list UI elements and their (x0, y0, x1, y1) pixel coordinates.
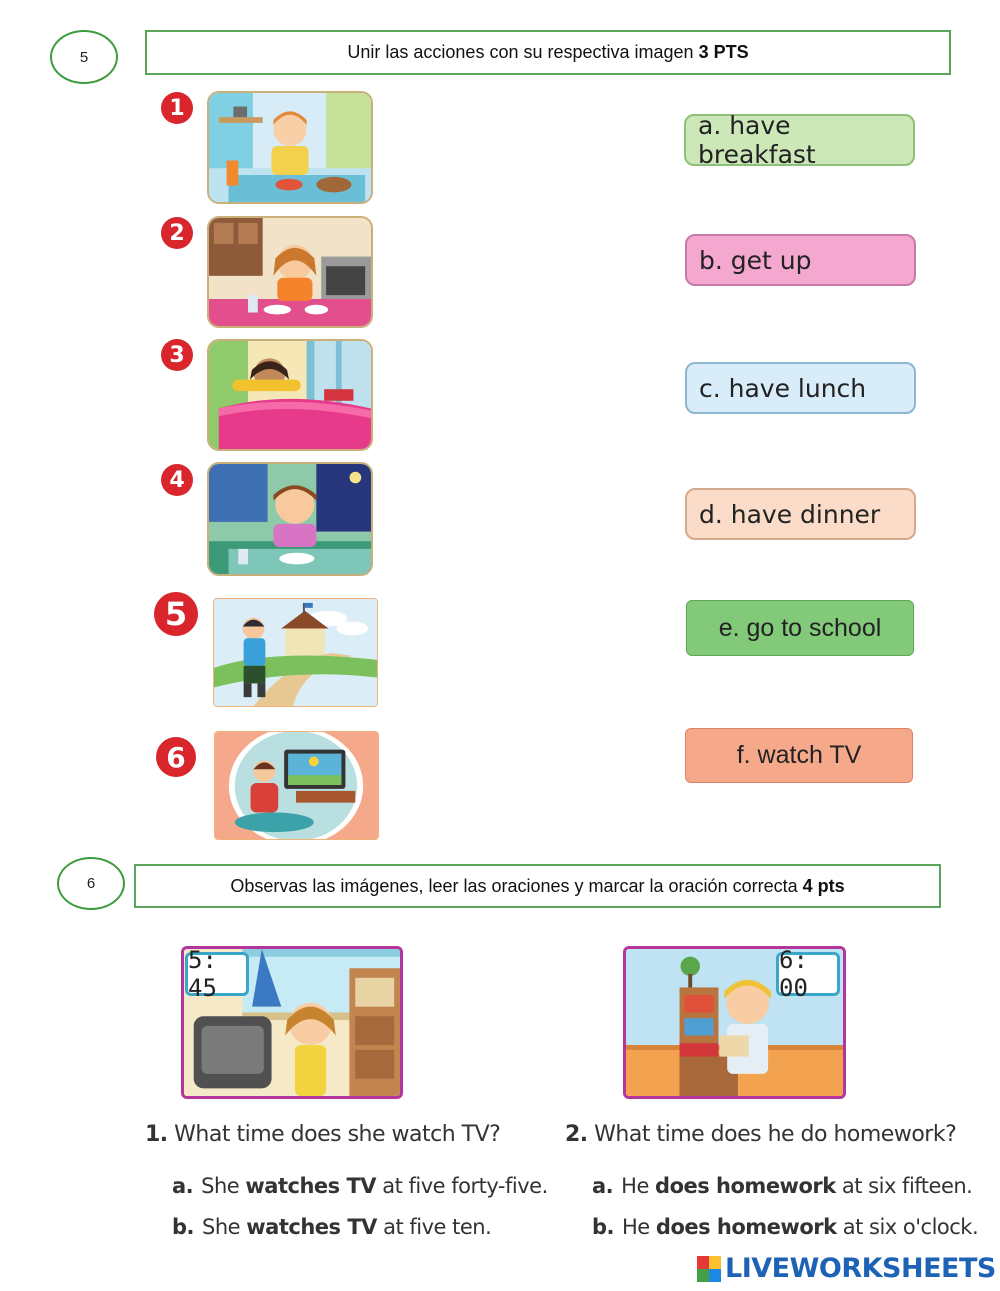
picture-boy-tv (214, 731, 379, 840)
answer-letter: b. (172, 1215, 195, 1239)
liveworksheets-logo[interactable] (697, 1253, 996, 1284)
badge-2: 2 (161, 217, 193, 249)
clock-time: 5: 45 (188, 946, 217, 1002)
picture-boy-school (213, 598, 378, 707)
badge-3: 3 (161, 339, 193, 371)
instruction-text: Observas las imágenes, leer las oraciones y marcar la oración correcta (230, 875, 798, 896)
answer-2a[interactable]: a. He does homework at six fifteen. (592, 1174, 973, 1198)
answer-1a[interactable]: a. She watches TV at five forty-five. (172, 1174, 548, 1198)
option-have-dinner[interactable] (685, 488, 916, 540)
option-get-up[interactable] (685, 234, 916, 286)
question-number-label: 2. (565, 1122, 588, 1147)
instruction-box (134, 864, 941, 908)
instruction-points: 4 pts (802, 875, 845, 896)
logo-mark-icon (697, 1256, 721, 1282)
option-have-lunch[interactable] (685, 362, 916, 414)
instruction-points: 3 PTS (698, 42, 749, 62)
question-text: What time does she watch TV? (174, 1122, 501, 1147)
instruction-text: Unir las acciones con su respectiva imagen (347, 42, 694, 62)
question-2 (565, 1122, 956, 1147)
answer-letter: a. (592, 1174, 614, 1198)
question-number-oval (50, 30, 118, 84)
question-number-label: 1. (145, 1122, 168, 1147)
answer-letter: b. (592, 1215, 615, 1239)
question-text: What time does he do homework? (594, 1122, 957, 1147)
clock-time: 6: 00 (779, 946, 808, 1002)
instruction-box (145, 30, 951, 75)
question-1 (145, 1122, 500, 1147)
option-label: b. get up (699, 245, 812, 275)
badge-4: 4 (161, 464, 193, 496)
option-watch-tv[interactable] (685, 728, 913, 783)
picture-girl-eating (207, 216, 373, 328)
option-label: f. watch TV (736, 741, 862, 769)
answer-letter: a. (172, 1174, 194, 1198)
answer-2b[interactable]: b. He does homework at six o'clock. (592, 1215, 979, 1239)
clock-display (185, 946, 249, 1002)
question-number: 6 (86, 875, 96, 892)
picture-boy-dinner (207, 462, 373, 576)
badge-6: 6 (156, 737, 196, 777)
question-number-oval (57, 857, 125, 910)
picture-girl-waking (207, 339, 373, 451)
option-label: e. go to school (718, 613, 882, 642)
picture-breakfast (207, 91, 373, 204)
clock-display (776, 946, 840, 1002)
answer-1b[interactable]: b. She watches TV at five ten. (172, 1215, 492, 1239)
badge-5: 5 (154, 592, 198, 636)
option-go-to-school[interactable] (686, 600, 914, 656)
logo-text: LIVEWORKSHEETS (725, 1253, 996, 1284)
option-label: c. have lunch (699, 373, 867, 403)
option-label: d. have dinner (699, 499, 881, 529)
option-have-breakfast[interactable] (684, 111, 915, 169)
question-number: 5 (79, 48, 89, 66)
badge-1: 1 (161, 92, 193, 124)
option-label: a. have breakfast (698, 111, 816, 169)
